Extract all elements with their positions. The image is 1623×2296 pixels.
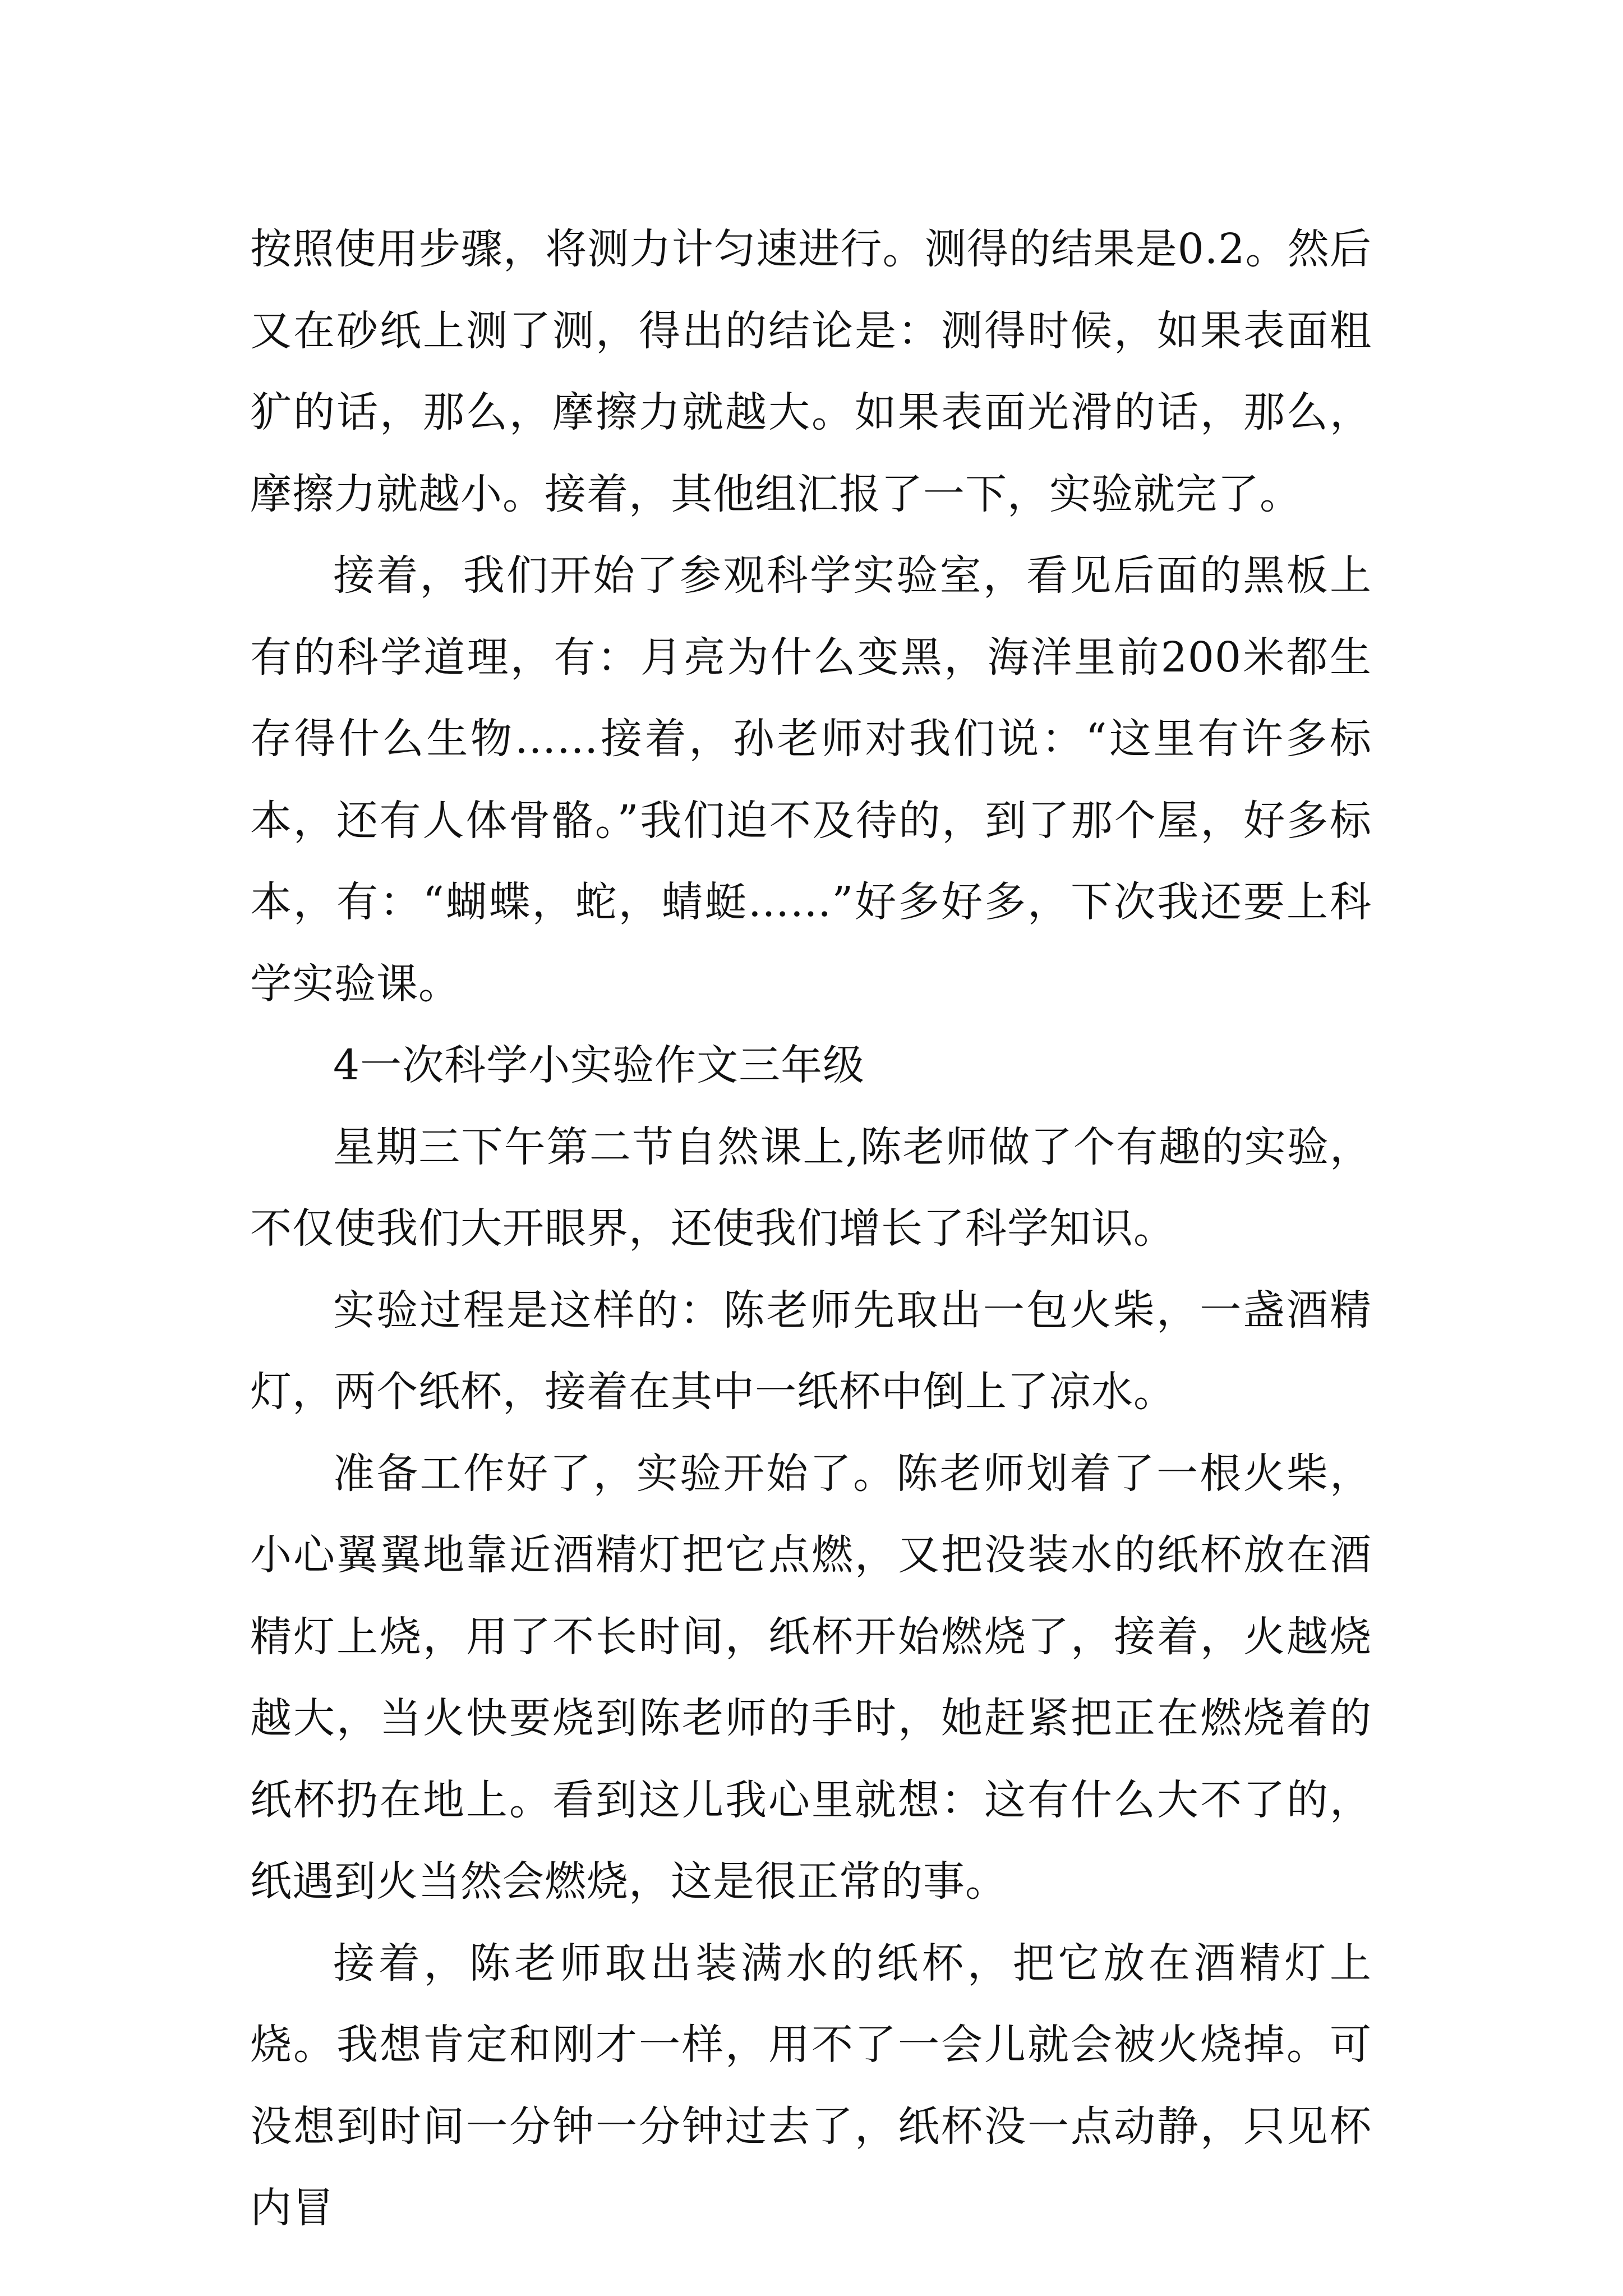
paragraph-1: 按照使用步骤，将测力计匀速进行。测得的结果是0.2。然后又在砂纸上测了测，得出的结论是：测得时候，如果表面粗犷的话，那么，摩擦力就越大。如果表面光滑的话，那么，摩擦力就越小。接着，其他组汇报了一下，实验就完了。 (250, 225, 1372, 518)
paragraph-5: 准备工作好了，实验开始了。陈老师划着了一根火柴，小心翼翼地靠近酒精灯把它点燃，又把没装水的纸杯放在酒精灯上烧，用了不长时间，纸杯开始燃烧了，接着，火越烧越大，当火快要烧到陈老师的手时，她赶紧把正在燃烧着的纸杯扔在地上。看到这儿我心里就想：这有什么大不了的，纸遇到火当然会燃烧，这是很正常的事。 (250, 1449, 1372, 1906)
section-heading: 4一次科学小实验作文三年级 (333, 1041, 865, 1089)
essay-body (250, 209, 1372, 2249)
paragraph-3: 星期三下午第二节自然课上,陈老师做了个有趣的实验，不仅使我们大开眼界，还使我们增长了科学知识。 (250, 1122, 1372, 1253)
paragraph-4: 实验过程是这样的：陈老师先取出一包火柴，一盏酒精灯，两个纸杯，接着在其中一纸杯中倒上了凉水。 (250, 1286, 1372, 1416)
paragraph-6: 接着，陈老师取出装满水的纸杯，把它放在酒精灯上烧。我想肯定和刚才一样，用不了一会儿就会被火烧掉。可没想到时间一分钟一分钟过去了，纸杯没一点动静，只见杯内冒 (250, 1939, 1372, 2232)
paragraph-2: 接着，我们开始了参观科学实验室，看见后面的黑板上有的科学道理，有：月亮为什么变黑，海洋里前200米都生存得什么生物……接着，孙老师对我们说：“这里有许多标本，还有人体骨骼。”我们迫不及待的，到了那个屋，好多标本，有：“蝴蝶，蛇，蜻蜓……”好多好多，下次我还要上科学实验课。 (250, 551, 1372, 1008)
